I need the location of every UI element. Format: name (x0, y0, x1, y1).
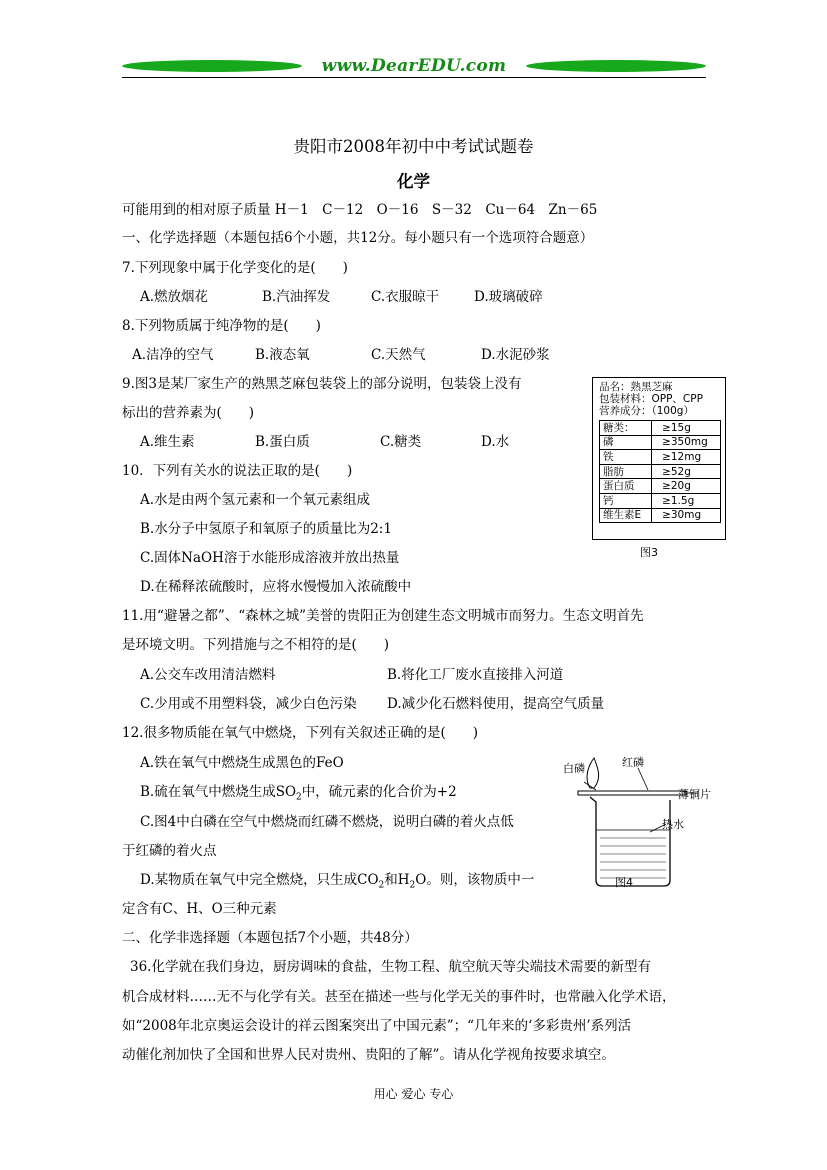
q8-option-c: C.天然气 (371, 347, 426, 363)
q7-option-c: C.衣服晾干 (371, 289, 440, 305)
q36-line3: 如“2008年北京奥运会设计的祥云图案突出了中国元素”；“几年来的‘多彩贵州’系列活 (122, 1018, 632, 1034)
hot-water-label: 热水 (662, 818, 684, 831)
q11-option-b: B.将化工厂废水直接排入河道 (387, 667, 564, 683)
table-row (600, 464, 721, 479)
q12-option-a: A.铁在氧气中燃烧生成黑色的FeO (140, 755, 344, 771)
q7-option-a: A.燃放烟花 (140, 289, 209, 305)
q36-line2: 机合成材料……无不与化学有关。甚至在描述一些与化学无关的事件时，也常融入化学术语， (122, 989, 676, 1005)
beaker (590, 797, 670, 886)
fig3-nutrient: 脂肪 (600, 464, 652, 479)
q10-option-c: C.固体NaOH溶于水能形成溶液并放出热量 (140, 550, 400, 566)
table-row (600, 450, 721, 465)
fig3-value: ≥1.5g (652, 493, 721, 508)
fig3-nutrient: 钙 (600, 493, 652, 508)
q11-option-a: A.公交车改用清洁燃料 (140, 667, 276, 683)
q10-option-d: D.在稀释浓硫酸时，应将水慢慢加入浓硫酸中 (140, 579, 412, 595)
q10-stem: 10．下列有关水的说法正取的是( ) (122, 463, 353, 479)
q12-option-c-line1: C.图4中白磷在空气中燃烧而红磷不燃烧，说明白磷的着火点低 (140, 814, 514, 830)
q12-option-b-text2: 中，硫元素的化合价为+2 (301, 784, 457, 800)
water-hatching (600, 838, 666, 878)
fig3-value: ≥30mg (652, 508, 721, 523)
q11-option-c: C.少用或不用塑料袋，减少白色污染 (140, 696, 357, 712)
q12-option-d-sub2: 2 (409, 880, 416, 891)
q7-stem: 7.下列现象中属于化学变化的是( ) (122, 260, 348, 276)
q7-option-d: D.玻璃破碎 (474, 289, 543, 305)
q12-option-d-line2: 定含有C、H、O三种元素 (122, 901, 277, 917)
q11-stem-line2: 是环境文明。下列措施与之不相符的是( ) (122, 637, 390, 653)
q8-option-d: D.水泥砂浆 (481, 347, 550, 363)
q9-option-c: C.糖类 (380, 434, 422, 450)
q12-option-b-subscript: 2 (296, 792, 302, 803)
fig3-value: ≥350mg (652, 435, 721, 450)
white-phosphorus-label: 白磷 (563, 762, 585, 775)
fig3-value: ≥15g (652, 421, 721, 436)
q12-option-d-line1 (140, 871, 534, 895)
q11-option-d: D.减少化石燃料使用，提高空气质量 (387, 696, 605, 712)
q12-option-b-text: B.硫在氧气中燃烧生成SO (140, 784, 297, 800)
fig3-nutrient: 糖类： (600, 421, 652, 436)
label-pointer (584, 782, 596, 790)
red-phosphorus-label: 红磷 (622, 756, 644, 769)
flame-shape (587, 758, 599, 788)
figure-3-nutrition-label (592, 377, 726, 540)
q12-option-b (140, 783, 457, 807)
fig3-nutrient: 蛋白质 (600, 479, 652, 494)
q9-stem-line1: 9.图3是某厂家生产的熟黑芝麻包装袋上的部分说明，包装袋上没有 (122, 376, 522, 392)
q12-option-c-line2: 于红磷的着火点 (122, 843, 217, 859)
q11-stem-line1: 11.用“避暑之都”、“森林之城”美誉的贵阳正为创建生态文明城市而努力。生态文明首先 (122, 608, 644, 624)
table-row (600, 493, 721, 508)
fig3-line1: 品名：熟黑芝麻 (599, 381, 673, 393)
fig3-table (599, 420, 721, 523)
q36-line1: 36.化学就在我们身边，厨房调味的食盐，生物工程、航空航天等尖端技术需要的新型有 (130, 959, 651, 975)
page-footer: 用心 爱心 专心 (373, 1087, 454, 1101)
q10-option-b: B.水分子中氢原子和氧原子的质量比为2:1 (140, 521, 392, 537)
atomic-masses: 可能用到的相对原子质量 H－1 C－12 O－16 S－32 Cu－64 Zn－65 (122, 202, 598, 218)
table-row (600, 421, 721, 436)
q9-option-d: D.水 (481, 434, 510, 450)
q12-stem: 12.很多物质能在氧气中燃烧，下列有关叙述正确的是( ) (122, 725, 479, 741)
fig3-caption: 图3 (640, 546, 658, 559)
q12-option-d-sub1: 2 (378, 880, 385, 891)
fig3-value: ≥20g (652, 479, 721, 494)
table-row (600, 508, 721, 523)
subject-title: 化学 (397, 172, 430, 191)
q12-option-d-text2: 和H (384, 872, 410, 888)
fig3-line2: 包装材料：OPP、CPP (599, 393, 703, 405)
label-pointer (638, 768, 648, 790)
fig3-value: ≥12mg (652, 450, 721, 465)
table-row (600, 435, 721, 450)
q12-option-d-text: D.某物质在氧气中完全燃烧，只生成CO (140, 872, 379, 888)
section2-heading: 二、化学非选择题（本题包括7个小题，共48分） (122, 930, 418, 946)
q12-option-d-text3: O。则，该物质中一 (415, 872, 535, 888)
q7-option-b: B.汽油挥发 (262, 289, 331, 305)
copper-sheet-label: 薄铜片 (678, 788, 711, 801)
q9-stem-line2: 标出的营养素为( ) (122, 405, 255, 421)
copper-sheet (578, 791, 686, 795)
page-header (122, 52, 706, 82)
section1-heading: 一、化学选择题（本题包括6个小题，共12分。每小题只有一个选项符合题意） (122, 230, 594, 246)
exam-title: 贵阳市2008年初中中考试试题卷 (293, 137, 534, 156)
fig3-nutrient: 维生素E (600, 508, 652, 523)
header-rule (122, 77, 706, 78)
q8-option-a: A.洁净的空气 (132, 347, 214, 363)
q8-stem: 8.下列物质属于纯净物的是( ) (122, 318, 321, 334)
q9-option-a: A.维生素 (140, 434, 195, 450)
fig3-value: ≥52g (652, 464, 721, 479)
site-logo: www.DearEDU.com (321, 56, 507, 76)
figure-4-phosphorus-experiment (560, 752, 720, 892)
fig3-nutrient: 磷 (600, 435, 652, 450)
q36-line4: 动催化剂加快了全国和世界人民对贵州、贵阳的了解”。请从化学视角按要求填空。 (122, 1047, 615, 1063)
q8-option-b: B.液态氧 (255, 347, 310, 363)
fig3-nutrient: 铁 (600, 450, 652, 465)
q10-option-a: A.水是由两个氢元素和一个氧元素组成 (140, 492, 371, 508)
table-row (600, 479, 721, 494)
q9-option-b: B.蛋白质 (255, 434, 310, 450)
fig4-caption: 图4 (615, 876, 633, 889)
fig3-line3: 营养成分：（100g） (599, 405, 694, 417)
